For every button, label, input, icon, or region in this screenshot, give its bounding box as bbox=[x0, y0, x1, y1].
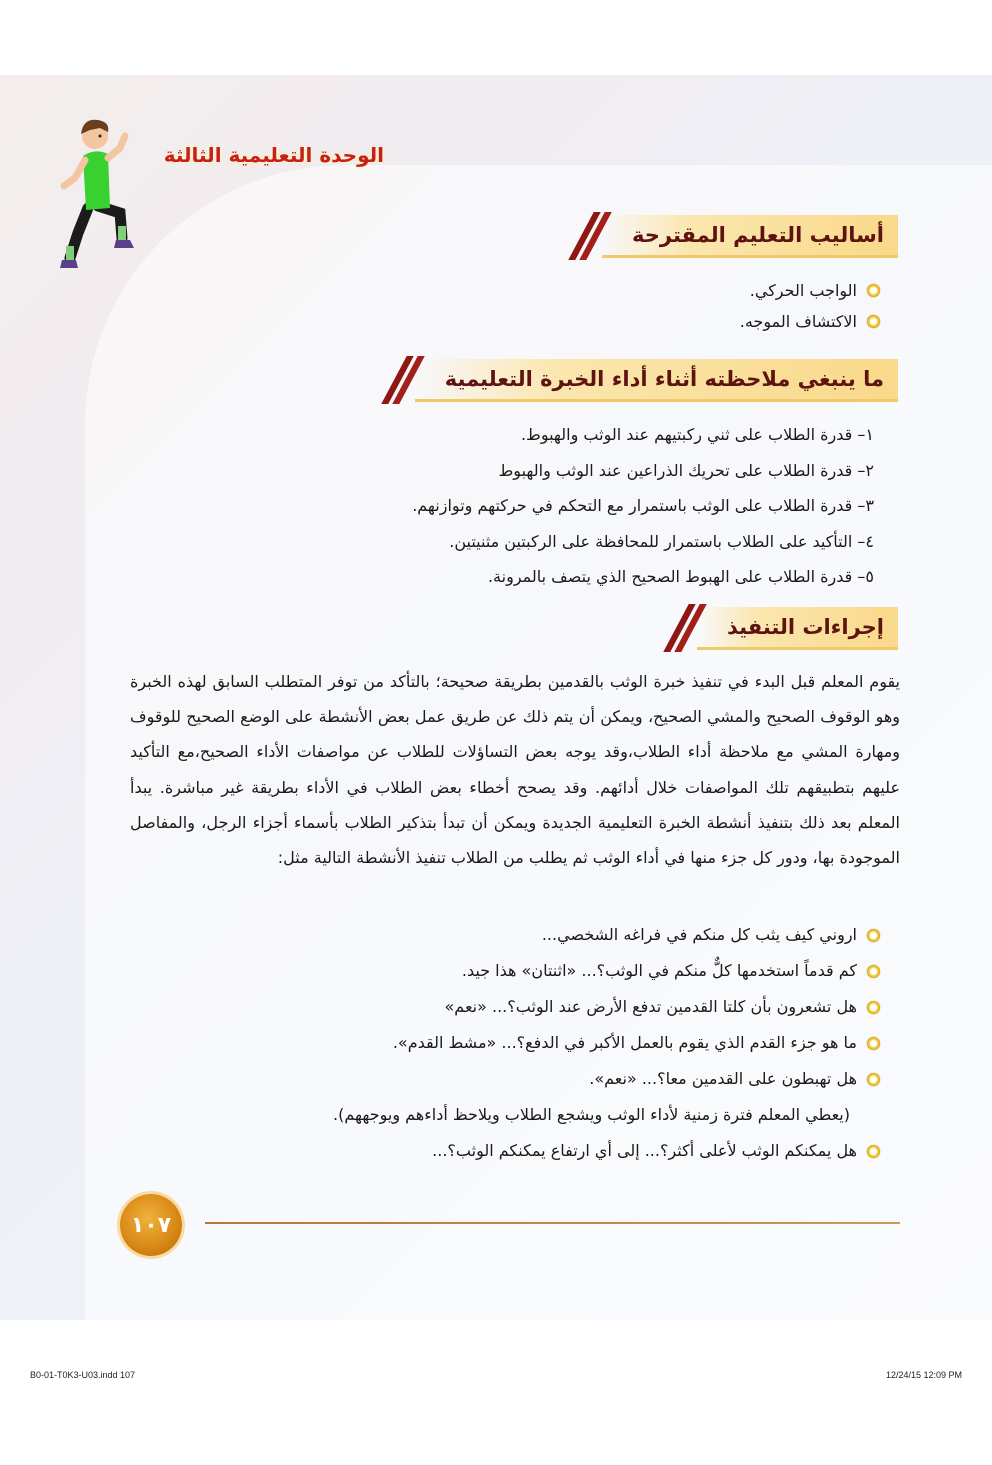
section-title: إجراءات التنفيذ bbox=[727, 614, 884, 639]
page-number-badge: ١٠٧ bbox=[120, 1194, 182, 1256]
section-header-observations bbox=[393, 356, 898, 404]
section-header-bar bbox=[415, 359, 898, 402]
section-title: ما ينبغي ملاحظته أثناء أداء الخبرة التعليمية bbox=[444, 366, 884, 391]
bullet-icon bbox=[867, 965, 880, 978]
list-item: ٥– قدرة الطلاب على الهبوط الصحيح الذي يتصف بالمرونة. bbox=[487, 567, 874, 586]
list-item: ٢– قدرة الطلاب على تحريك الذراعين عند الوثب والهبوط bbox=[498, 460, 874, 480]
page-rule bbox=[205, 1222, 900, 1224]
list-item: ما هو جزء القدم الذي يقوم بالعمل الأكبر في الدفع؟... «مشط القدم». bbox=[333, 1025, 880, 1061]
list-item: الاكتشاف الموجه. bbox=[740, 306, 880, 337]
bullet-icon bbox=[867, 929, 880, 942]
list-item: ٤– التأكيد على الطلاب باستمرار للمحافظة على الركبتين مثنيتين. bbox=[449, 531, 874, 551]
header-slash-icon bbox=[389, 356, 415, 404]
list-item: ١– قدرة الطلاب على ثني ركبتيهم عند الوثب والهبوط. bbox=[520, 425, 874, 444]
list-item: ٣– قدرة الطلاب على الوثب باستمرار مع التحكم في حركتهم وتوازنهم. bbox=[412, 496, 874, 515]
list-item: هل يمكنكم الوثب لأعلى أكثر؟... إلى أي ارتفاع يمكنكم الوثب؟... bbox=[333, 1133, 880, 1169]
list-item: اروني كيف يثب كل منكم في فراغه الشخصي... bbox=[333, 917, 880, 953]
list-item: كم قدماً استخدمها كلٌّ منكم في الوثب؟... «اثنتان» هذا جيد. bbox=[333, 953, 880, 989]
bullet-icon bbox=[867, 1037, 880, 1050]
section-header-procedures bbox=[675, 604, 898, 652]
list-item: هل تهبطون على القدمين معا؟... «نعم». bbox=[333, 1061, 880, 1097]
list-item: هل تشعرون بأن كلتا القدمين تدفع الأرض عند الوثب؟... «نعم» bbox=[333, 989, 880, 1025]
methods-list bbox=[740, 275, 880, 337]
activities-list bbox=[333, 917, 880, 1169]
observations-list bbox=[412, 417, 874, 595]
teacher-note: (يعطي المعلم فترة زمنية لأداء الوثب ويشجع الطلاب ويلاحظ أداءهم ويوجههم). bbox=[333, 1105, 850, 1124]
unit-title: الوحدة التعليمية الثالثة bbox=[163, 143, 384, 167]
bullet-icon bbox=[867, 1001, 880, 1014]
procedures-paragraph: يقوم المعلم قبل البدء في تنفيذ خبرة الوثب بالقدمين بطريقة صحيحة؛ بالتأكد من توفر المتطلب السابق لهذه الخبرة وهو الوقوف الصحيح والمشي الصحيح، ويمكن أن يتم ذلك عن طريق عمل بعض الأنشطة على الوضع الصحيح للوقوف ومهارة المشي مع ملاحظة أداء الطلاب،وقد يوجه بعض التساؤلات للطلاب عن مواصفات الأداء الصحيح،مع التأكيد عليهم بتطبيقهم تلك المواصفات خلال أدائهم. وقد يصحح أخطاء بعض الطلاب في الأداء بطريقة غير مباشرة. يبدأ المعلم بعد ذلك بتنفيذ أنشطة الخبرة التعليمية الجديدة ويمكن أن تبدأ بتذكير الطلاب بأسماء أجزاء الرجل، والمفاصل الموجودة بها، ودور كل جزء منها في أداء الوثب ثم يطلب من الطلاب تنفيذ الأنشطة التالية مثل: bbox=[130, 672, 900, 868]
section-header-bar bbox=[602, 215, 898, 258]
footer-datetime: 12/24/15 12:09 PM bbox=[886, 1370, 963, 1380]
bullet-icon bbox=[867, 284, 880, 297]
section-title: أساليب التعليم المقترحة bbox=[632, 222, 884, 247]
bullet-icon bbox=[867, 315, 880, 328]
footer-file: B0-01-T0K3-U03.indd 107 bbox=[30, 1370, 136, 1380]
bullet-icon bbox=[867, 1073, 880, 1086]
header-slash-icon bbox=[671, 604, 697, 652]
section-header-bar bbox=[697, 607, 898, 650]
list-item: الواجب الحركي. bbox=[740, 275, 880, 306]
section-header-methods bbox=[580, 212, 898, 260]
bullet-icon bbox=[867, 1145, 880, 1158]
header-slash-icon bbox=[576, 212, 602, 260]
running-boy-illustration bbox=[50, 108, 150, 278]
